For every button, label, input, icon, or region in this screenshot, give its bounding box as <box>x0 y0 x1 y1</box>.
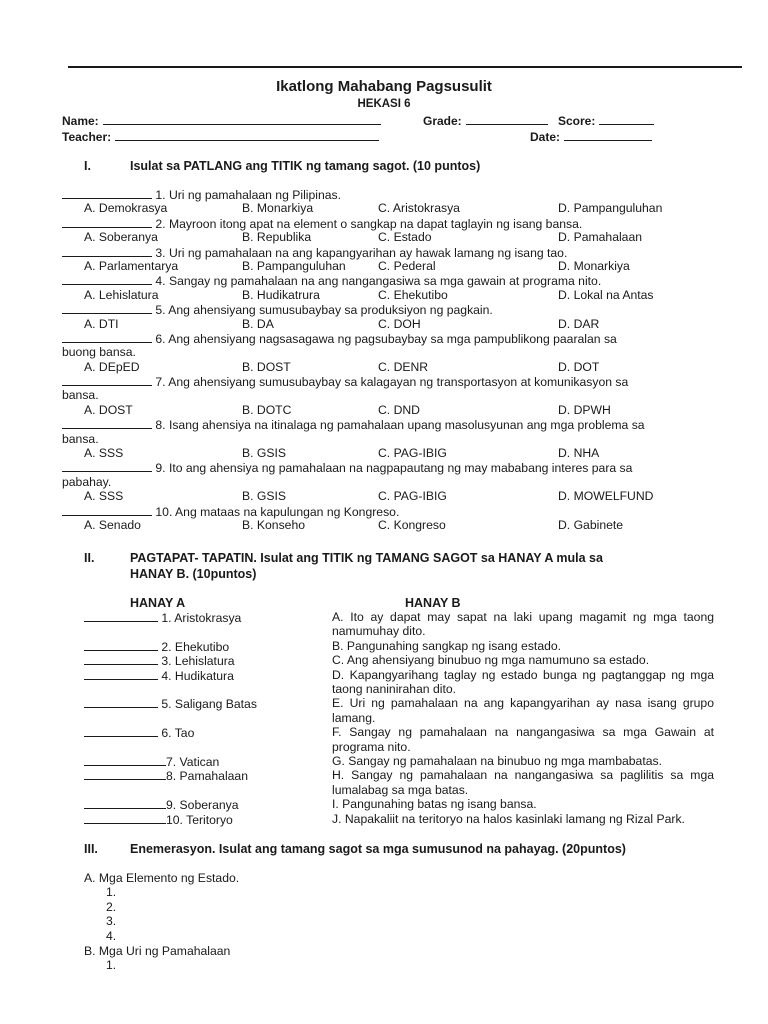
choice-b: B. Konseho <box>242 517 306 532</box>
answer-blank[interactable] <box>62 302 152 314</box>
hanay-b-item: J. Napakaliit na teritoryo na halos kasinlaki lamang ng Rizal Park. <box>332 811 685 826</box>
answer-blank[interactable] <box>84 610 158 622</box>
choice-a: A. Soberanya <box>84 230 158 245</box>
answer-blank[interactable] <box>84 797 166 809</box>
question-item <box>62 504 712 533</box>
question-item <box>62 417 712 460</box>
choice-b: B. Pampanguluhan <box>242 258 346 273</box>
teacher-label: Teacher: <box>62 130 112 144</box>
choice-a: A. Parlamentarya <box>84 258 179 273</box>
answer-blank[interactable] <box>62 216 152 228</box>
grade-blank[interactable] <box>466 113 548 125</box>
hanay-b-item: I. Pangunahing batas ng isang bansa. <box>332 797 537 812</box>
choice-b: B. DOTC <box>242 402 292 417</box>
name-label: Name: <box>62 114 99 128</box>
answer-blank[interactable] <box>62 187 152 199</box>
question-item <box>62 245 712 274</box>
hanay-a-item: 6. Tao <box>158 726 195 741</box>
question-item <box>62 302 712 331</box>
choice-b: B. Republika <box>242 230 312 245</box>
question-continuation: bansa. <box>62 388 99 403</box>
hanay-b-item: D. Kapangyarihang taglay ng estado bunga ng pagtanggap ng mga taong naninirahan dito. <box>332 667 714 697</box>
answer-blank[interactable] <box>62 331 152 343</box>
matching-row <box>84 812 714 826</box>
choice-a: A. SSS <box>84 489 124 504</box>
choice-c: C. Aristokrasya <box>378 201 460 216</box>
choice-d: D. Gabinete <box>558 517 624 532</box>
enumeration-a <box>84 871 684 943</box>
hanay-a-item: 9. Soberanya <box>166 798 239 813</box>
section-1-number: I. <box>84 159 91 173</box>
hanay-a-item: 10. Teritoryo <box>166 812 233 827</box>
question-text: 10. Ang mataas na kapulungan ng Kongreso. <box>155 504 400 519</box>
question-text: 8. Isang ahensiya na itinalaga ng pamahalaan upang masolusyunan ang mga problema sa <box>155 418 645 433</box>
section-2-title-line2: HANAY B. (10puntos) <box>130 567 257 581</box>
choice-d: D. Pampanguluhan <box>558 201 663 216</box>
choice-a: A. SSS <box>84 446 124 461</box>
choice-b: B. Hudikatrura <box>242 287 320 302</box>
teacher-field[interactable] <box>62 129 379 144</box>
teacher-blank[interactable] <box>115 129 379 141</box>
choice-c: C. Pederal <box>378 258 436 273</box>
answer-blank[interactable] <box>84 812 166 824</box>
matching-row <box>84 610 714 639</box>
question-text: 2. Mayroon itong apat na element o sangkap na dapat taglayin ng isang bansa. <box>155 216 583 231</box>
choice-d: D. NHA <box>558 446 600 461</box>
date-label: Date: <box>530 130 561 144</box>
exam-subtitle: HEKASI 6 <box>357 98 411 110</box>
choice-a: A. Demokrasya <box>84 201 168 216</box>
choice-c: C. DOH <box>378 316 421 331</box>
matching-row <box>84 696 714 725</box>
date-blank[interactable] <box>564 129 652 141</box>
enumeration-item[interactable]: 2. <box>106 899 117 914</box>
question-text: 9. Ito ang ahensiya ng pamahalaan na nagpapautang ng may mababang interes para sa <box>155 461 633 476</box>
question-continuation: bansa. <box>62 431 99 446</box>
question-item <box>62 273 712 302</box>
matching-row <box>84 668 714 697</box>
hanay-b-heading: HANAY B <box>405 596 461 610</box>
section-3-number: III. <box>84 842 98 856</box>
answer-blank[interactable] <box>84 725 158 737</box>
choice-c: C. PAG-IBIG <box>378 446 447 461</box>
choice-c: C. Estado <box>378 230 432 245</box>
hanay-a-item: 4. Hudikatura <box>158 668 234 683</box>
grade-field[interactable] <box>423 113 548 128</box>
choice-d: D. Lokal na Antas <box>558 287 654 302</box>
hanay-b-item: B. Pangunahing sangkap ng isang estado. <box>332 638 562 653</box>
choice-d: D. DAR <box>558 316 600 331</box>
section-1-title: Isulat sa PATLANG ang TITIK ng tamang sagot. (10 puntos) <box>130 159 481 173</box>
enumeration-label: B. Mga Uri ng Pamahalaan <box>84 944 231 958</box>
question-continuation: pabahay. <box>62 474 112 489</box>
section-2-heading <box>84 550 724 584</box>
question-text: 6. Ang ahensiyang nagsasagawa ng pagsubaybay sa mga pampublikong paaralan sa <box>155 331 617 346</box>
question-item <box>62 331 712 374</box>
question-item <box>62 216 712 245</box>
hanay-a-item: 3. Lehislatura <box>158 654 235 669</box>
choice-d: D. Pamahalaan <box>558 230 643 245</box>
choice-d: D. DOT <box>558 359 600 374</box>
choice-c: C. PAG-IBIG <box>378 489 447 504</box>
choice-a: A. DEpED <box>84 359 140 374</box>
enumeration-item[interactable]: 1. <box>106 885 117 900</box>
hanay-a-heading: HANAY A <box>130 596 186 610</box>
answer-blank[interactable] <box>62 417 152 429</box>
choice-c: C. Ehekutibo <box>378 287 448 302</box>
matching-row <box>84 653 714 667</box>
date-field[interactable] <box>530 129 652 144</box>
choice-b: B. DOST <box>242 359 291 374</box>
answer-blank[interactable] <box>62 245 152 257</box>
choice-a: A. DTI <box>84 316 119 331</box>
enumeration-b <box>84 944 684 973</box>
question-item <box>62 460 712 503</box>
matching-row <box>84 768 714 797</box>
choice-b: B. Monarkiya <box>242 201 314 216</box>
question-text: 5. Ang ahensiyang sumusubaybay sa produksiyon ng pagkain. <box>155 303 493 318</box>
name-blank[interactable] <box>103 113 381 125</box>
enumeration-label: A. Mga Elemento ng Estado. <box>84 871 240 885</box>
answer-blank[interactable] <box>62 374 152 386</box>
hanay-a-item: 1. Aristokrasya <box>158 611 242 625</box>
choice-a: A. Senado <box>84 517 141 532</box>
hanay-a-item: 8. Pamahalaan <box>166 769 248 784</box>
answer-blank[interactable] <box>62 460 152 472</box>
exam-title: Ikatlong Mahabang Pagsusulit <box>276 78 492 95</box>
answer-blank[interactable] <box>62 504 152 516</box>
section-3-title: Enemerasyon. Isulat ang tamang sagot sa mga sumusunod na pahayag. (20puntos) <box>130 842 626 856</box>
name-field[interactable] <box>62 113 381 128</box>
matching-row <box>84 725 714 754</box>
choice-b: B. GSIS <box>242 489 287 504</box>
hanay-a-item: 2. Ehekutibo <box>158 639 230 654</box>
enumeration-item[interactable]: 4. <box>106 928 117 943</box>
answer-blank[interactable] <box>84 668 158 680</box>
choice-c: C. Kongreso <box>378 517 446 532</box>
choice-d: D. DPWH <box>558 402 611 417</box>
question-item <box>62 374 712 417</box>
hanay-b-item: G. Sangay ng pamahalaan na binubuo ng mga mambabatas. <box>332 754 662 769</box>
choice-a: A. Lehislatura <box>84 287 159 302</box>
hanay-b-item: A. Ito ay dapat may sapat na laki upang magamit ng mga taong namumuhay dito. <box>332 610 714 639</box>
choice-d: D. MOWELFUND <box>558 489 654 504</box>
matching-row <box>84 639 714 653</box>
matching-row <box>84 797 714 811</box>
grade-label: Grade: <box>423 114 462 128</box>
top-rule <box>68 66 742 68</box>
choice-c: C. DENR <box>378 359 429 374</box>
choice-d: D. Monarkiya <box>558 258 630 273</box>
matching-row <box>84 754 714 768</box>
section-2-title-line1: PAGTAPAT- TAPATIN. Isulat ang TITIK ng TAMANG SAGOT sa HANAY A mula sa <box>130 551 603 565</box>
enumeration-item[interactable]: 1. <box>106 958 117 973</box>
answer-blank[interactable] <box>84 754 166 766</box>
hanay-a-item: 7. Vatican <box>166 755 220 770</box>
hanay-b-item: E. Uri ng pamahalaan na ang kapangyarihan ay nasa isang grupo lamang. <box>332 696 714 725</box>
section-2-number: II. <box>84 551 95 565</box>
hanay-b-item: F. Sangay ng pamahalaan na nangangasiwa sa mga Gawain at programa nito. <box>332 725 714 754</box>
multiple-choice-block <box>62 187 712 532</box>
hanay-a-item: 5. Saligang Batas <box>158 697 257 712</box>
answer-blank[interactable] <box>84 653 158 665</box>
question-item <box>62 187 712 216</box>
choice-b: B. DA <box>242 316 274 331</box>
question-text: 4. Sangay ng pamahalaan na ang nangangasiwa sa mga gawain at programa nito. <box>155 274 602 289</box>
answer-blank[interactable] <box>84 639 158 651</box>
choice-b: B. GSIS <box>242 446 287 461</box>
choice-a: A. DOST <box>84 402 133 417</box>
matching-table <box>84 610 714 826</box>
enumeration-item[interactable]: 3. <box>106 914 117 929</box>
question-text: 7. Ang ahensiyang sumusubaybay sa kalagayan ng transportasyon at komunikasyon sa <box>155 375 629 390</box>
score-label: Score: <box>558 114 596 128</box>
question-text: 1. Uri ng pamahalaan ng Pilipinas. <box>155 188 342 202</box>
answer-blank[interactable] <box>84 696 158 708</box>
hanay-b-item: C. Ang ahensiyang binubuo ng mga namumuno sa estado. <box>332 653 650 668</box>
question-text: 3. Uri ng pamahalaan na ang kapangyarihan ay hawak lamang ng isang tao. <box>155 245 568 260</box>
answer-blank[interactable] <box>62 273 152 285</box>
answer-blank[interactable] <box>84 768 166 780</box>
score-field[interactable] <box>558 113 654 128</box>
choice-c: C. DND <box>378 402 420 417</box>
score-blank[interactable] <box>599 113 654 125</box>
question-continuation: buong bansa. <box>62 345 136 360</box>
hanay-b-item: H. Sangay ng pamahalaan na nangangasiwa sa paglilitis sa mga lumalabag sa mga batas. <box>332 768 714 797</box>
